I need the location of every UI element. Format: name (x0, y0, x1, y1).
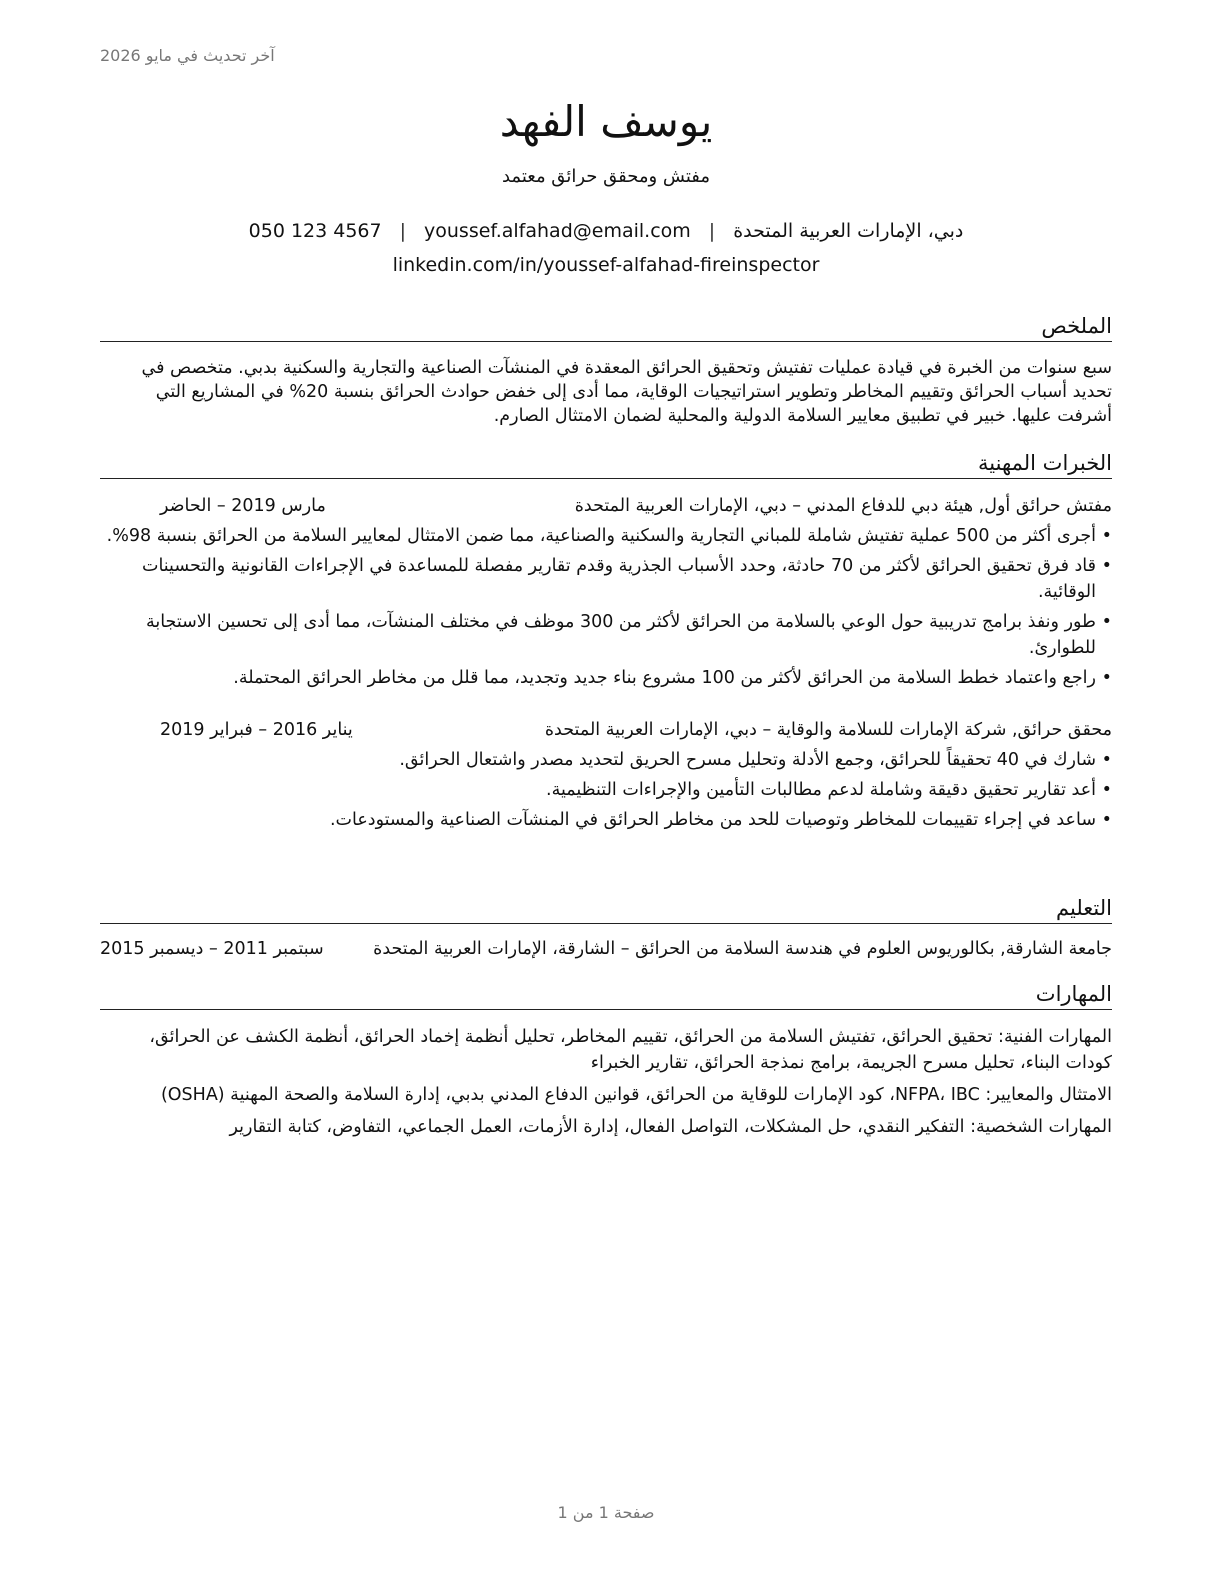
job-entry (100, 493, 1112, 691)
bullet-icon: • (1101, 780, 1112, 800)
summary-section (100, 312, 1112, 428)
skill-line: الامتثال والمعايير: NFPA، IBC، كود الإمارات للوقاية من الحرائق، قوانين الدفاع المدني بدبي، إدارة السلامة والصحة المهنية (OSHA) (160, 1085, 1112, 1105)
job-bullets (100, 523, 1112, 691)
experience-section (100, 449, 1112, 837)
list-item: • راجع واعتماد خطط السلامة من الحرائق لأكثر من 100 مشروع بناء جديد وتجديد، مما قلل من مخاطر الحرائق المحتملة. (100, 665, 1112, 691)
bullet-icon: • (1101, 810, 1112, 830)
education-section (100, 894, 1112, 962)
contact-phone: 050 123 4567 (248, 220, 382, 242)
candidate-name: يوسف الفهد (499, 97, 713, 146)
list-item: • قاد فرق تحقيق الحرائق لأكثر من 70 حادثة، وحدد الأسباب الجذرية وقدم تقارير مفصلة للمساعدة في الإجراءات القانونية والتحسينات الوقائية. (100, 553, 1112, 605)
bullet-icon: • (1101, 526, 1112, 546)
education-degree: جامعة الشارقة, بكالوريوس العلوم في هندسة السلامة من الحرائق – الشارقة، الإمارات العربية المتحدة (373, 939, 1112, 959)
candidate-title: مفتش ومحقق حرائق معتمد (501, 166, 711, 187)
section-heading: الملخص (100, 312, 1112, 342)
skill-line: المهارات الفنية: تحقيق الحرائق، تفتيش السلامة من الحرائق، تقييم المخاطر، تحليل أنظمة إخماد الحرائق، أنظمة الكشف عن الحرائق، كودات البناء، تحليل مسرح الجريمة، برامج نمذجة الحرائق، تقارير الخبراء (149, 1027, 1112, 1073)
job-role: مفتش حرائق أول, هيئة دبي للدفاع المدني – دبي، الإمارات العربية المتحدة (574, 496, 1112, 516)
education-entry (100, 936, 1112, 962)
bullet-icon: • (1101, 668, 1112, 688)
bullet-icon: • (1101, 750, 1112, 770)
last-updated-note: آخر تحديث في مايو 2026 (100, 46, 275, 65)
job-dates: يناير 2016 – فبراير 2019 (160, 720, 353, 740)
job-role: محقق حرائق, شركة الإمارات للسلامة والوقاية – دبي، الإمارات العربية المتحدة (544, 720, 1112, 740)
contact-email[interactable]: youssef.alfahad@email.com (424, 220, 691, 242)
contact-location: دبي، الإمارات العربية المتحدة (733, 220, 964, 242)
section-heading: المهارات (100, 980, 1112, 1010)
job-bullets (100, 747, 1112, 833)
contact-linkedin[interactable]: linkedin.com/in/youssef-alfahad-fireinspector (392, 254, 820, 276)
contact-separator: | (708, 220, 716, 242)
resume-header (100, 92, 1112, 280)
contact-separator: | (399, 220, 407, 242)
skill-line: المهارات الشخصية: التفكير النقدي، حل المشكلات، التواصل الفعال، إدارة الأزمات، العمل الجماعي، التفاوض، كتابة التقارير (229, 1117, 1112, 1137)
bullet-icon: • (1101, 612, 1112, 632)
contact-line (100, 216, 1112, 246)
list-item: • شارك في 40 تحقيقاً للحرائق، وجمع الأدلة وتحليل مسرح الحريق لتحديد مصدر واشتعال الحرائق. (100, 747, 1112, 773)
job-header (100, 493, 1112, 519)
bullet-icon: • (1101, 556, 1112, 576)
education-dates: سبتمبر 2011 – ديسمبر 2015 (100, 939, 324, 959)
list-item: • طور ونفذ برامج تدريبية حول الوعي بالسلامة من الحرائق لأكثر من 300 موظف في مختلف المنشآت، مما أدى إلى تحسين الاستجابة للطوارئ. (100, 609, 1112, 661)
list-item: • ساعد في إجراء تقييمات للمخاطر وتوصيات للحد من مخاطر الحرائق في المنشآت الصناعية والمستودعات. (100, 807, 1112, 833)
page-number: صفحة 1 من 1 (557, 1503, 655, 1522)
section-heading: التعليم (100, 894, 1112, 924)
list-item: • أعد تقارير تحقيق دقيقة وشاملة لدعم مطالبات التأمين والإجراءات التنظيمية. (100, 777, 1112, 803)
job-header (100, 717, 1112, 743)
section-heading: الخبرات المهنية (100, 449, 1112, 479)
job-entry (100, 717, 1112, 833)
summary-text: سبع سنوات من الخبرة في قيادة عمليات تفتيش وتحقيق الحرائق المعقدة في المنشآت الصناعية والتجارية والسكنية بدبي. متخصص في تحديد أسباب الحرائق وتقييم المخاطر وتطوير استراتيجيات الوقاية، مما أدى إلى خفض حوادث الحرائق بنسبة 20% في المشاريع التي أشرفت عليها. خبير في تطبيق معايير السلامة الدولية والمحلية لضمان الامتثال الصارم. (141, 358, 1112, 426)
skills-section (100, 980, 1112, 1140)
job-dates: مارس 2019 – الحاضر (160, 496, 326, 516)
resume-page (100, 0, 1112, 1584)
list-item: • أجرى أكثر من 500 عملية تفتيش شاملة للمباني التجارية والسكنية والصناعية، مما ضمن الامتثال لمعايير السلامة من الحرائق بنسبة 98%. (100, 523, 1112, 549)
